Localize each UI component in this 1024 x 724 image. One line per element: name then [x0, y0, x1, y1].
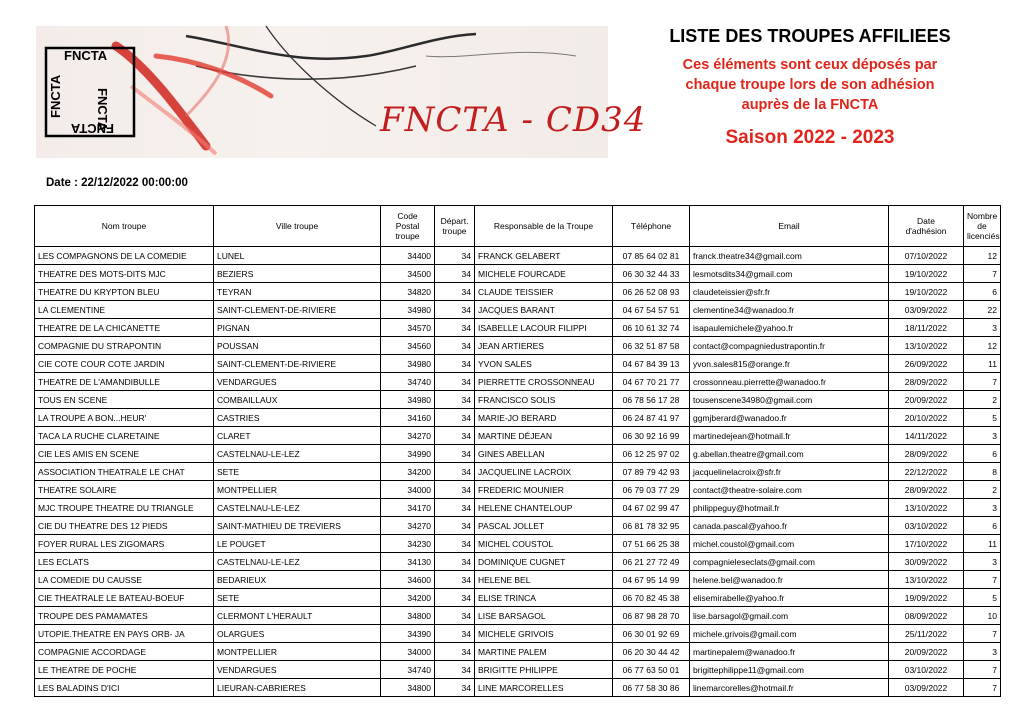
cell-telephone: 06 10 61 32 74	[613, 319, 690, 337]
cell-responsable: JACQUES BARANT	[475, 301, 613, 319]
cell-depart: 34	[435, 517, 475, 535]
cell-telephone: 06 30 92 16 99	[613, 427, 690, 445]
cell-email: michele.grivois@gmail.com	[690, 625, 889, 643]
table-row	[35, 463, 1001, 481]
page-title: LISTE DES TROUPES AFFILIEES	[669, 26, 951, 46]
subtitle	[620, 55, 1000, 115]
cell-date-adhesion: 03/10/2022	[889, 661, 964, 679]
cell-code-postal: 34390	[381, 625, 435, 643]
cell-date-adhesion: 03/09/2022	[889, 301, 964, 319]
cell-nom-troupe: UTOPIE.THEATRE EN PAYS ORB- JA	[35, 625, 214, 643]
cell-nombre-licencies: 3	[964, 553, 1001, 571]
cell-nombre-licencies: 7	[964, 373, 1001, 391]
cell-email: clementine34@wanadoo.fr	[690, 301, 889, 319]
cell-responsable: HELENE CHANTELOUP	[475, 499, 613, 517]
cell-ville: SAINT-MATHIEU DE TREVIERS	[214, 517, 381, 535]
cell-nom-troupe: COMPAGNIE DU STRAPONTIN	[35, 337, 214, 355]
cell-depart: 34	[435, 337, 475, 355]
cell-nombre-licencies: 5	[964, 589, 1001, 607]
cell-nom-troupe: THEATRE DU KRYPTON BLEU	[35, 283, 214, 301]
cell-responsable: LINE MARCORELLES	[475, 679, 613, 697]
cell-ville: CASTRIES	[214, 409, 381, 427]
table-row	[35, 679, 1001, 697]
cell-date-adhesion: 30/09/2022	[889, 553, 964, 571]
cell-telephone: 07 85 64 02 81	[613, 247, 690, 265]
cell-responsable: FREDERIC MOUNIER	[475, 481, 613, 499]
cell-date-adhesion: 20/09/2022	[889, 391, 964, 409]
cell-date-adhesion: 26/09/2022	[889, 355, 964, 373]
cell-ville: SETE	[214, 589, 381, 607]
table-row	[35, 589, 1001, 607]
cell-date-adhesion: 14/11/2022	[889, 427, 964, 445]
header-line: Date	[917, 216, 935, 226]
header-line: de	[977, 221, 987, 231]
cell-nombre-licencies: 10	[964, 607, 1001, 625]
cell-code-postal: 34600	[381, 571, 435, 589]
cell-date-adhesion: 03/09/2022	[889, 679, 964, 697]
cell-responsable: MICHEL COUSTOL	[475, 535, 613, 553]
cell-email: claudeteissier@sfr.fr	[690, 283, 889, 301]
cell-telephone: 06 81 78 32 95	[613, 517, 690, 535]
cell-ville: BEDARIEUX	[214, 571, 381, 589]
table-row	[35, 283, 1001, 301]
cell-email: elisemirabelle@yahoo.fr	[690, 589, 889, 607]
table-row	[35, 355, 1001, 373]
cell-ville: MONTPELLIER	[214, 481, 381, 499]
cell-email: philippeguy@hotmail.fr	[690, 499, 889, 517]
cell-responsable: CLAUDE TEISSIER	[475, 283, 613, 301]
cell-depart: 34	[435, 679, 475, 697]
column-header-date-adhesion	[889, 206, 964, 247]
cell-nom-troupe: LA CLEMENTINE	[35, 301, 214, 319]
cell-ville: PIGNAN	[214, 319, 381, 337]
cell-code-postal: 34740	[381, 373, 435, 391]
cell-date-adhesion: 28/09/2022	[889, 445, 964, 463]
cell-nom-troupe: CIE LES AMIS EN SCENE	[35, 445, 214, 463]
cell-telephone: 04 67 95 14 99	[613, 571, 690, 589]
column-header-responsable: Responsable de la Troupe	[475, 206, 613, 247]
header-line: troupe	[442, 226, 467, 236]
cell-nom-troupe: TACA LA RUCHE CLARETAINE	[35, 427, 214, 445]
cell-ville: TEYRAN	[214, 283, 381, 301]
cell-nombre-licencies: 3	[964, 319, 1001, 337]
cell-email: brigittephilippe11@gmail.com	[690, 661, 889, 679]
cell-telephone: 06 26 52 08 93	[613, 283, 690, 301]
cell-code-postal: 34560	[381, 337, 435, 355]
cell-telephone: 04 67 84 39 13	[613, 355, 690, 373]
cell-telephone: 06 78 56 17 28	[613, 391, 690, 409]
cell-email: contact@theatre-solaire.com	[690, 481, 889, 499]
cell-depart: 34	[435, 625, 475, 643]
cell-email: helene.bel@wanadoo.fr	[690, 571, 889, 589]
cell-depart: 34	[435, 445, 475, 463]
cell-telephone: 06 30 01 92 69	[613, 625, 690, 643]
cell-depart: 34	[435, 661, 475, 679]
cell-code-postal: 34160	[381, 409, 435, 427]
cell-telephone: 06 77 58 30 86	[613, 679, 690, 697]
cell-date-adhesion: 17/10/2022	[889, 535, 964, 553]
report-date: Date : 22/12/2022 00:00:00	[46, 177, 188, 189]
cell-nom-troupe: THEATRE SOLAIRE	[35, 481, 214, 499]
cell-ville: LIEURAN-CABRIERES	[214, 679, 381, 697]
cell-telephone: 06 70 82 45 38	[613, 589, 690, 607]
cell-code-postal: 34130	[381, 553, 435, 571]
cell-ville: SAINT-CLEMENT-DE-RIVIERE	[214, 301, 381, 319]
table-row	[35, 337, 1001, 355]
cell-code-postal: 34270	[381, 427, 435, 445]
cell-responsable: JEAN ARTIERES	[475, 337, 613, 355]
cell-depart: 34	[435, 535, 475, 553]
column-header-ville: Ville troupe	[214, 206, 381, 247]
table-row	[35, 409, 1001, 427]
cell-nom-troupe: TROUPE DES PAMAMATES	[35, 607, 214, 625]
cell-ville: POUSSAN	[214, 337, 381, 355]
cell-date-adhesion: 19/10/2022	[889, 283, 964, 301]
cell-responsable: PASCAL JOLLET	[475, 517, 613, 535]
cell-nom-troupe: THEATRE DES MOTS-DITS MJC	[35, 265, 214, 283]
column-header-nombre-licencies	[964, 206, 1001, 247]
cell-responsable: BRIGITTE PHILIPPE	[475, 661, 613, 679]
cell-code-postal: 34000	[381, 481, 435, 499]
table-row	[35, 535, 1001, 553]
cell-responsable: JACQUELINE LACROIX	[475, 463, 613, 481]
table-row	[35, 373, 1001, 391]
cell-nombre-licencies: 3	[964, 643, 1001, 661]
cell-date-adhesion: 19/10/2022	[889, 265, 964, 283]
cell-date-adhesion: 22/12/2022	[889, 463, 964, 481]
cell-code-postal: 34990	[381, 445, 435, 463]
cell-nom-troupe: TOUS EN SCENE	[35, 391, 214, 409]
fncta-emblem-bottom: FNCTA	[70, 121, 114, 136]
cell-responsable: FRANCISCO SOLIS	[475, 391, 613, 409]
table-row	[35, 607, 1001, 625]
cell-nom-troupe: CIE DU THEATRE DES 12 PIEDS	[35, 517, 214, 535]
table-row	[35, 517, 1001, 535]
cell-date-adhesion: 13/10/2022	[889, 499, 964, 517]
cell-code-postal: 34740	[381, 661, 435, 679]
cell-nombre-licencies: 2	[964, 391, 1001, 409]
cell-nombre-licencies: 7	[964, 661, 1001, 679]
table-row	[35, 481, 1001, 499]
cell-responsable: HELENE BEL	[475, 571, 613, 589]
cell-date-adhesion: 19/09/2022	[889, 589, 964, 607]
cell-nombre-licencies: 6	[964, 445, 1001, 463]
cell-date-adhesion: 20/09/2022	[889, 643, 964, 661]
fncta-emblem	[46, 48, 134, 136]
column-header-nom: Nom troupe	[35, 206, 214, 247]
cell-email: jacquelinelacroix@sfr.fr	[690, 463, 889, 481]
cell-responsable: ISABELLE LACOUR FILIPPI	[475, 319, 613, 337]
header-line: Code	[397, 211, 418, 221]
cell-email: martinepalem@wanadoo.fr	[690, 643, 889, 661]
cell-depart: 34	[435, 301, 475, 319]
cell-email: lise.barsagol@gmail.com	[690, 607, 889, 625]
cell-nombre-licencies: 6	[964, 283, 1001, 301]
cell-date-adhesion: 18/11/2022	[889, 319, 964, 337]
document-header	[620, 24, 1000, 149]
subtitle-line: chaque troupe lors de son adhésion	[685, 77, 935, 93]
cell-depart: 34	[435, 247, 475, 265]
cell-depart: 34	[435, 463, 475, 481]
cell-depart: 34	[435, 481, 475, 499]
cd34-logo-text: FNCTA - CD34	[380, 100, 647, 140]
cell-nombre-licencies: 2	[964, 481, 1001, 499]
column-header-code-postal	[381, 206, 435, 247]
cell-ville: LE POUGET	[214, 535, 381, 553]
cell-ville: CLERMONT L'HERAULT	[214, 607, 381, 625]
cell-email: martinedejean@hotmail.fr	[690, 427, 889, 445]
cell-email: franck.theatre34@gmail.com	[690, 247, 889, 265]
cell-email: michel.coustol@gmail.com	[690, 535, 889, 553]
cell-code-postal: 34500	[381, 265, 435, 283]
cell-depart: 34	[435, 283, 475, 301]
cell-responsable: FRANCK GELABERT	[475, 247, 613, 265]
cell-ville: VENDARGUES	[214, 373, 381, 391]
cell-email: crossonneau.pierrette@wanadoo.fr	[690, 373, 889, 391]
cell-responsable: MICHELE FOURCADE	[475, 265, 613, 283]
cell-telephone: 04 67 54 57 51	[613, 301, 690, 319]
cell-telephone: 06 24 87 41 97	[613, 409, 690, 427]
column-header-depart	[435, 206, 475, 247]
cell-nom-troupe: CIE COTE COUR COTE JARDIN	[35, 355, 214, 373]
cell-responsable: LISE BARSAGOL	[475, 607, 613, 625]
cell-nom-troupe: THEATRE DE L'AMANDIBULLE	[35, 373, 214, 391]
cell-nom-troupe: LE THEATRE DE POCHE	[35, 661, 214, 679]
cell-date-adhesion: 13/10/2022	[889, 571, 964, 589]
troupes-table	[34, 205, 1001, 697]
cell-code-postal: 34980	[381, 301, 435, 319]
table-row	[35, 265, 1001, 283]
fncta-logo-banner	[36, 26, 647, 158]
cell-depart: 34	[435, 373, 475, 391]
cell-ville: SETE	[214, 463, 381, 481]
cell-nom-troupe: COMPAGNIE ACCORDAGE	[35, 643, 214, 661]
fncta-emblem-right: FNCTA	[95, 88, 110, 132]
table-row	[35, 427, 1001, 445]
cell-telephone: 06 77 63 50 01	[613, 661, 690, 679]
cell-nombre-licencies: 12	[964, 247, 1001, 265]
cell-depart: 34	[435, 319, 475, 337]
cell-ville: CASTELNAU-LE-LEZ	[214, 445, 381, 463]
cell-nombre-licencies: 8	[964, 463, 1001, 481]
cell-ville: CASTELNAU-LE-LEZ	[214, 553, 381, 571]
cell-nom-troupe: THEATRE DE LA CHICANETTE	[35, 319, 214, 337]
header-line: troupe	[395, 231, 420, 241]
table-row	[35, 445, 1001, 463]
cell-telephone: 06 21 27 72 49	[613, 553, 690, 571]
table-row	[35, 625, 1001, 643]
cell-depart: 34	[435, 607, 475, 625]
cell-telephone: 07 89 79 42 93	[613, 463, 690, 481]
cell-ville: CLARET	[214, 427, 381, 445]
cell-responsable: PIERRETTE CROSSONNEAU	[475, 373, 613, 391]
cell-responsable: MARTINE PALEM	[475, 643, 613, 661]
cell-telephone: 06 79 03 77 29	[613, 481, 690, 499]
cell-ville: CASTELNAU-LE-LEZ	[214, 499, 381, 517]
cell-responsable: MARTINE DÉJEAN	[475, 427, 613, 445]
cell-code-postal: 34820	[381, 283, 435, 301]
cell-nom-troupe: FOYER RURAL LES ZIGOMARS	[35, 535, 214, 553]
cell-nombre-licencies: 3	[964, 499, 1001, 517]
cell-date-adhesion: 13/10/2022	[889, 337, 964, 355]
table-row	[35, 319, 1001, 337]
cell-code-postal: 34800	[381, 607, 435, 625]
cell-code-postal: 34570	[381, 319, 435, 337]
season-label: Saison 2022 - 2023	[725, 127, 895, 148]
cell-telephone: 06 20 30 44 42	[613, 643, 690, 661]
cell-nombre-licencies: 11	[964, 535, 1001, 553]
cell-telephone: 06 87 98 28 70	[613, 607, 690, 625]
cell-date-adhesion: 08/09/2022	[889, 607, 964, 625]
table-header-row	[35, 206, 1001, 247]
cell-ville: SAINT-CLEMENT-DE-RIVIERE	[214, 355, 381, 373]
cell-ville: VENDARGUES	[214, 661, 381, 679]
cell-nombre-licencies: 3	[964, 427, 1001, 445]
cell-depart: 34	[435, 553, 475, 571]
subtitle-line: Ces éléments sont ceux déposés par	[682, 57, 938, 73]
cell-telephone: 06 12 25 97 02	[613, 445, 690, 463]
cell-nom-troupe: LES ECLATS	[35, 553, 214, 571]
cell-code-postal: 34270	[381, 517, 435, 535]
cell-nombre-licencies: 7	[964, 679, 1001, 697]
cell-ville: COMBAILLAUX	[214, 391, 381, 409]
cell-telephone: 07 51 66 25 38	[613, 535, 690, 553]
cell-email: tousenscene34980@gmail.com	[690, 391, 889, 409]
cell-nombre-licencies: 11	[964, 355, 1001, 373]
cell-nom-troupe: LA TROUPE A BON...HEUR'	[35, 409, 214, 427]
cell-nombre-licencies: 7	[964, 571, 1001, 589]
cell-nom-troupe: ASSOCIATION THEATRALE LE CHAT	[35, 463, 214, 481]
cell-responsable: MARIE-JO BERARD	[475, 409, 613, 427]
cell-responsable: MICHELE GRIVOIS	[475, 625, 613, 643]
cell-depart: 34	[435, 643, 475, 661]
cell-depart: 34	[435, 571, 475, 589]
cell-code-postal: 34400	[381, 247, 435, 265]
table-row	[35, 499, 1001, 517]
header-line: d'adhésion	[905, 226, 947, 236]
cell-responsable: ELISE TRINCA	[475, 589, 613, 607]
cell-email: contact@compagniedustrapontin.fr	[690, 337, 889, 355]
cell-nombre-licencies: 5	[964, 409, 1001, 427]
cell-nombre-licencies: 6	[964, 517, 1001, 535]
cell-code-postal: 34170	[381, 499, 435, 517]
cell-nom-troupe: LES COMPAGNONS DE LA COMEDIE	[35, 247, 214, 265]
table-row	[35, 553, 1001, 571]
cell-ville: OLARGUES	[214, 625, 381, 643]
cell-date-adhesion: 28/09/2022	[889, 481, 964, 499]
table-row	[35, 661, 1001, 679]
cell-code-postal: 34200	[381, 463, 435, 481]
cell-code-postal: 34980	[381, 355, 435, 373]
subtitle-line: auprès de la FNCTA	[741, 97, 879, 113]
cell-email: canada.pascal@yahoo.fr	[690, 517, 889, 535]
header-line: Nombre	[967, 211, 998, 221]
cell-email: g.abellan.theatre@gmail.com	[690, 445, 889, 463]
cell-ville: BEZIERS	[214, 265, 381, 283]
header-line: Départ.	[440, 216, 469, 226]
cell-nom-troupe: CIE THEATRALE LE BATEAU-BOEUF	[35, 589, 214, 607]
cell-ville: MONTPELLIER	[214, 643, 381, 661]
cell-nombre-licencies: 12	[964, 337, 1001, 355]
cell-date-adhesion: 25/11/2022	[889, 625, 964, 643]
cell-email: linemarcorelles@hotmail.fr	[690, 679, 889, 697]
cell-code-postal: 34200	[381, 589, 435, 607]
cell-responsable: YVON SALES	[475, 355, 613, 373]
table-row	[35, 301, 1001, 319]
cell-date-adhesion: 28/09/2022	[889, 373, 964, 391]
header-line: licenciés	[967, 231, 1000, 241]
cell-depart: 34	[435, 427, 475, 445]
column-header-telephone: Téléphone	[613, 206, 690, 247]
header-line: Postal	[395, 221, 420, 231]
cell-depart: 34	[435, 391, 475, 409]
fncta-emblem-top: FNCTA	[64, 48, 108, 63]
cell-nom-troupe: MJC TROUPE THEATRE DU TRIANGLE	[35, 499, 214, 517]
cell-email: isapaulemichele@yahoo.fr	[690, 319, 889, 337]
cell-email: lesmotsdits34@gmail.com	[690, 265, 889, 283]
cell-telephone: 06 32 51 87 58	[613, 337, 690, 355]
table-row	[35, 247, 1001, 265]
table-row	[35, 391, 1001, 409]
cell-email: ggmjberard@wanadoo.fr	[690, 409, 889, 427]
cell-date-adhesion: 07/10/2022	[889, 247, 964, 265]
cell-nombre-licencies: 7	[964, 625, 1001, 643]
cell-date-adhesion: 03/10/2022	[889, 517, 964, 535]
cell-depart: 34	[435, 355, 475, 373]
table-row	[35, 643, 1001, 661]
cell-responsable: GINES ABELLAN	[475, 445, 613, 463]
cell-depart: 34	[435, 589, 475, 607]
cell-telephone: 06 30 32 44 33	[613, 265, 690, 283]
cell-telephone: 04 67 02 99 47	[613, 499, 690, 517]
cell-code-postal: 34000	[381, 643, 435, 661]
cell-code-postal: 34230	[381, 535, 435, 553]
cell-ville: LUNEL	[214, 247, 381, 265]
cell-code-postal: 34980	[381, 391, 435, 409]
cell-nombre-licencies: 7	[964, 265, 1001, 283]
fncta-emblem-left: FNCTA	[48, 74, 63, 118]
cell-date-adhesion: 20/10/2022	[889, 409, 964, 427]
cell-nombre-licencies: 22	[964, 301, 1001, 319]
column-header-email: Email	[690, 206, 889, 247]
cell-telephone: 04 67 70 21 77	[613, 373, 690, 391]
table-row	[35, 571, 1001, 589]
cell-email: yvon.sales815@orange.fr	[690, 355, 889, 373]
cell-depart: 34	[435, 499, 475, 517]
cell-nom-troupe: LA COMEDIE DU CAUSSE	[35, 571, 214, 589]
cell-nom-troupe: LES BALADINS D'ICI	[35, 679, 214, 697]
cell-depart: 34	[435, 265, 475, 283]
cell-depart: 34	[435, 409, 475, 427]
table-body	[35, 247, 1001, 697]
cell-responsable: DOMINIQUE CUGNET	[475, 553, 613, 571]
cell-email: compagnieleseclats@gmail.com	[690, 553, 889, 571]
cell-code-postal: 34800	[381, 679, 435, 697]
